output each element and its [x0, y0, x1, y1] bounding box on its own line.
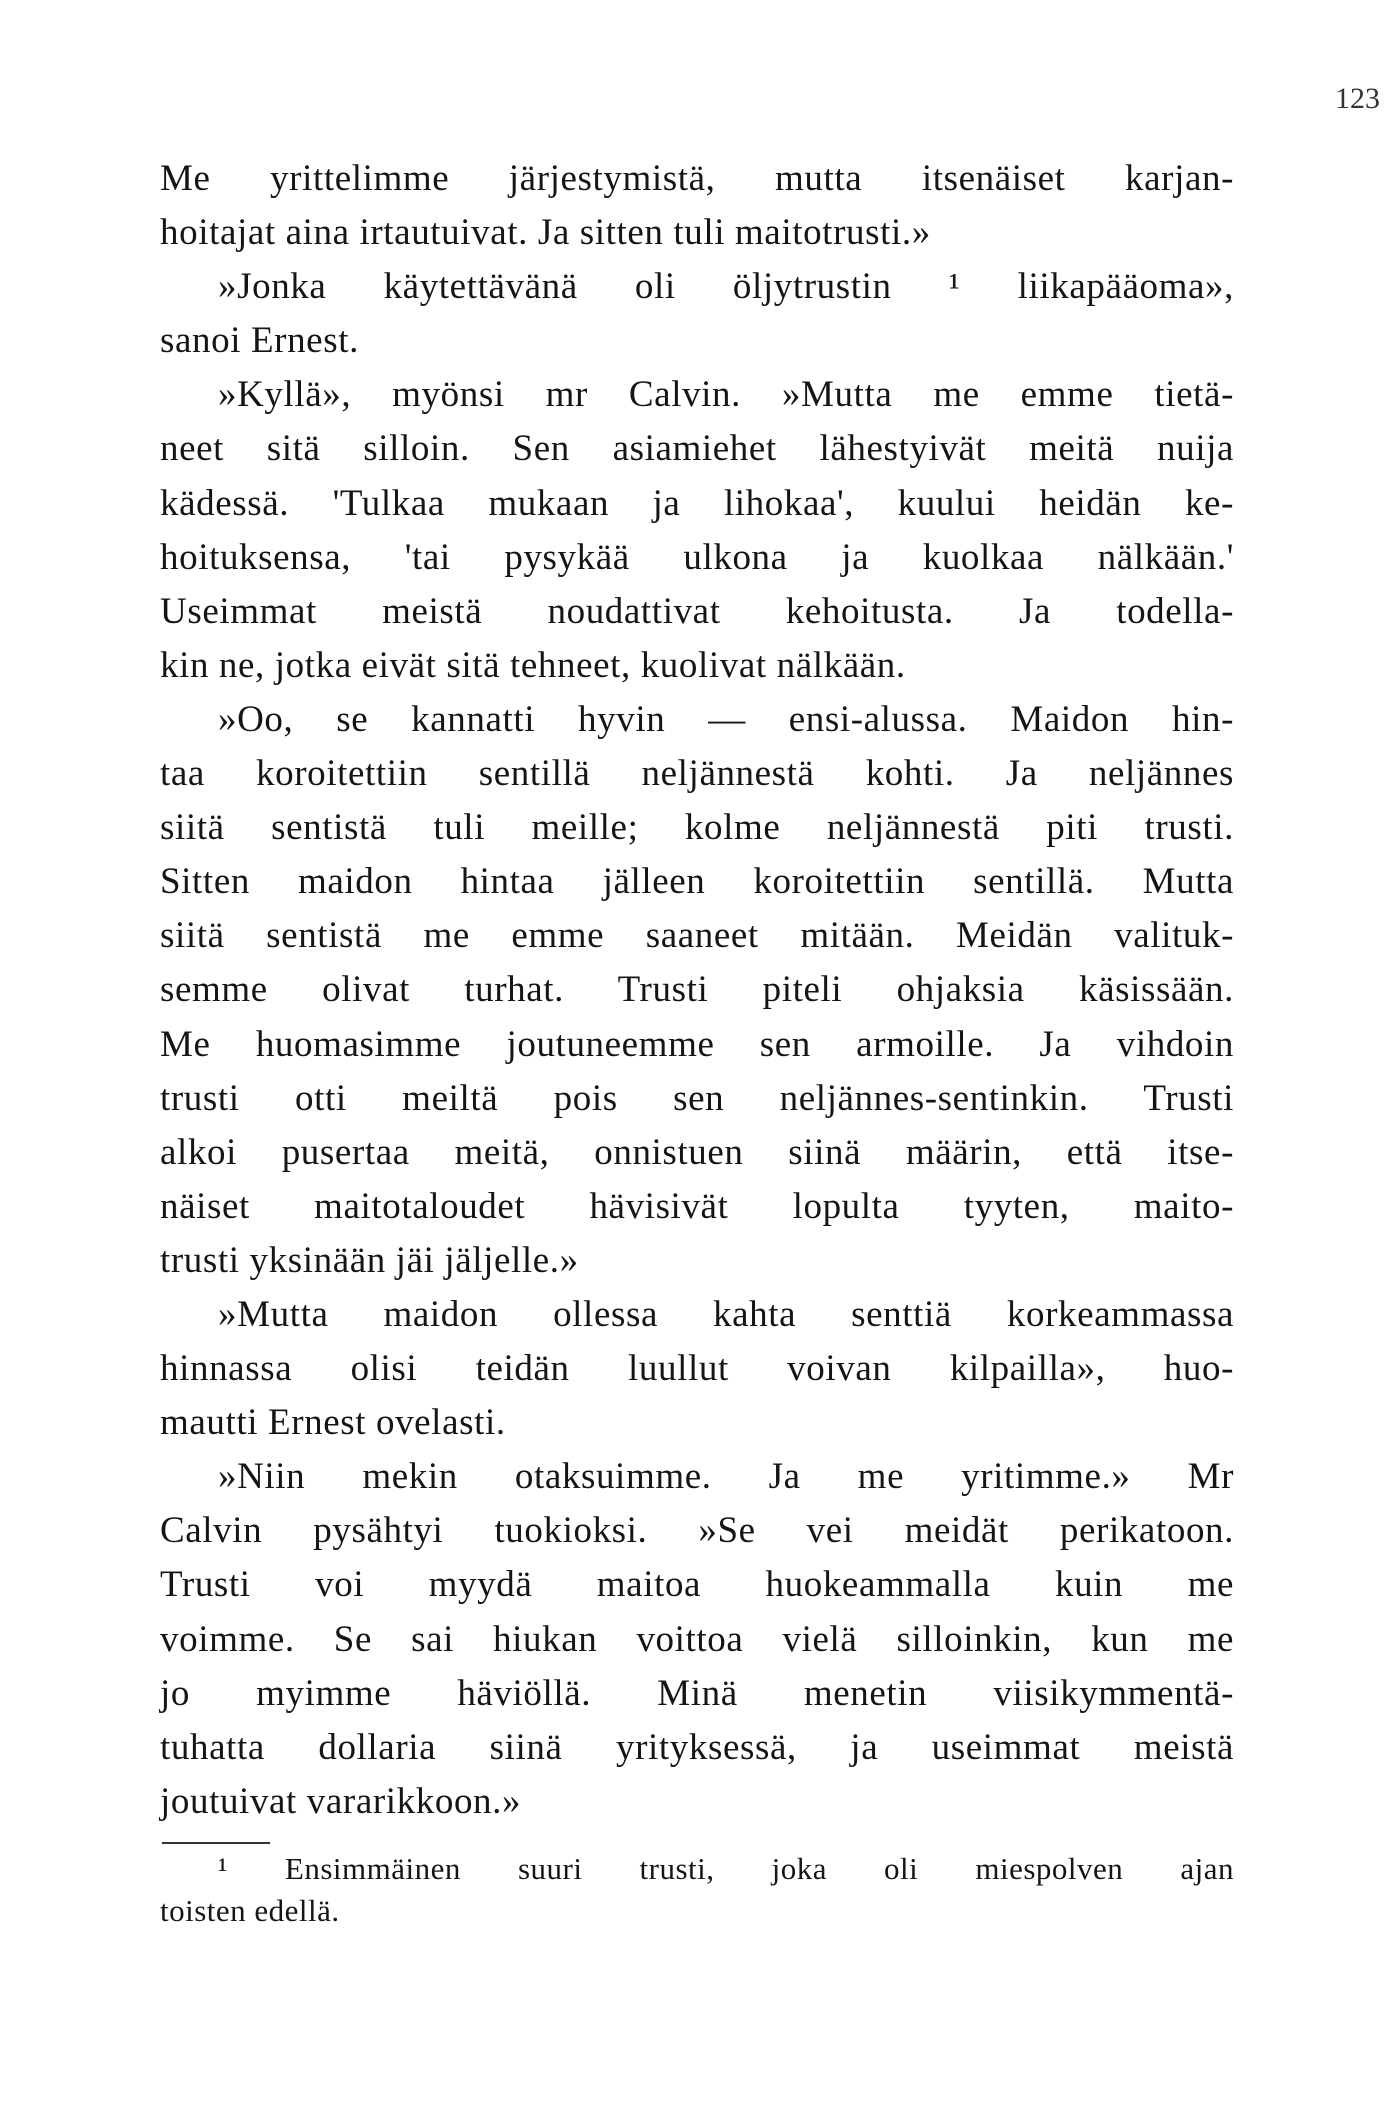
text-line: »Niin mekin otaksuimme. Ja me yritimme.» Mr — [218, 1456, 1234, 1498]
text-line: tuhatta dollaria siinä yrityksessä, ja useimmat meistä — [160, 1726, 1234, 1768]
text-line: hoitajat aina irtautuivat. Ja sitten tuli maitotrusti.» — [160, 212, 931, 254]
text-line: »Jonka käytettävänä oli öljytrustin ¹ liikapääoma», — [218, 266, 1234, 308]
text-line: kädessä. 'Tulkaa mukaan ja lihokaa', kuului heidän ke- — [160, 482, 1234, 524]
text-line: voimme. Se sai hiukan voittoa vielä silloinkin, kun me — [160, 1618, 1234, 1660]
text-line: sanoi Ernest. — [160, 320, 359, 362]
text-line: Sitten maidon hintaa jälleen koroitettiin sentillä. Mutta — [160, 861, 1234, 903]
text-line: joutuivat vararikkoon.» — [160, 1780, 522, 1822]
paragraph — [160, 1450, 1234, 1829]
text-line: alkoi pusertaa meitä, onnistuen siinä määrin, että itse- — [160, 1131, 1234, 1173]
footnote-line: ¹ Ensimmäinen suuri trusti, joka oli miespolven ajan — [218, 1851, 1234, 1886]
footnote — [160, 1848, 1234, 1932]
body-text — [160, 152, 1234, 1829]
text-line: »Oo, se kannatti hyvin — ensi-alussa. Maidon hin- — [218, 698, 1234, 740]
text-line: Me yrittelimme järjestymistä, mutta itsenäiset karjan- — [160, 158, 1234, 199]
text-line: mautti Ernest ovelasti. — [160, 1402, 506, 1444]
text-line: »Mutta maidon ollessa kahta senttiä korkeammassa — [218, 1293, 1234, 1335]
text-line: Useimmat meistä noudattivat kehoitusta. Ja todella- — [160, 590, 1234, 632]
text-line: taa koroitettiin sentillä neljännestä kohti. Ja neljännes — [160, 753, 1234, 795]
footnote-rule — [162, 1842, 270, 1844]
text-line: siitä sentistä me emme saaneet mitään. Meidän valituk- — [160, 915, 1234, 957]
text-line: kin ne, jotka eivät sitä tehneet, kuolivat nälkään. — [160, 644, 906, 686]
text-line: hinnassa olisi teidän luullut voivan kilpailla», huo- — [160, 1348, 1234, 1390]
paragraph — [160, 260, 1234, 368]
text-line: Trusti voi myydä maitoa huokeammalla kuin me — [160, 1564, 1234, 1606]
text-line: näiset maitotaloudet hävisivät lopulta tyyten, maito- — [160, 1185, 1234, 1227]
paragraph — [160, 152, 1234, 260]
text-line: trusti otti meiltä pois sen neljännes-sentinkin. Trusti — [160, 1077, 1234, 1119]
paragraph — [160, 368, 1234, 693]
paragraph — [160, 1288, 1234, 1450]
text-line: trusti yksinään jäi jäljelle.» — [160, 1239, 579, 1281]
text-line: »Kyllä», myönsi mr Calvin. »Mutta me emme tietä- — [218, 374, 1234, 416]
text-line: neet sitä silloin. Sen asiamiehet lähestyivät meitä nuija — [160, 428, 1234, 470]
text-line: Me huomasimme joutuneemme sen armoille. Ja vihdoin — [160, 1023, 1234, 1065]
text-line: jo myimme häviöllä. Minä menetin viisikymmentä- — [160, 1672, 1234, 1714]
footnote-line: toisten edellä. — [160, 1893, 340, 1928]
paragraph — [160, 693, 1234, 1288]
text-line: semme olivat turhat. Trusti piteli ohjaksia käsissään. — [160, 969, 1234, 1011]
page-number: 123 — [1335, 82, 1380, 115]
text-line: Calvin pysähtyi tuokioksi. »Se vei meidät perikatoon. — [160, 1510, 1234, 1552]
text-line: hoituksensa, 'tai pysykää ulkona ja kuolkaa nälkään.' — [160, 536, 1234, 578]
text-line: siitä sentistä tuli meille; kolme neljännestä piti trusti. — [160, 807, 1234, 849]
